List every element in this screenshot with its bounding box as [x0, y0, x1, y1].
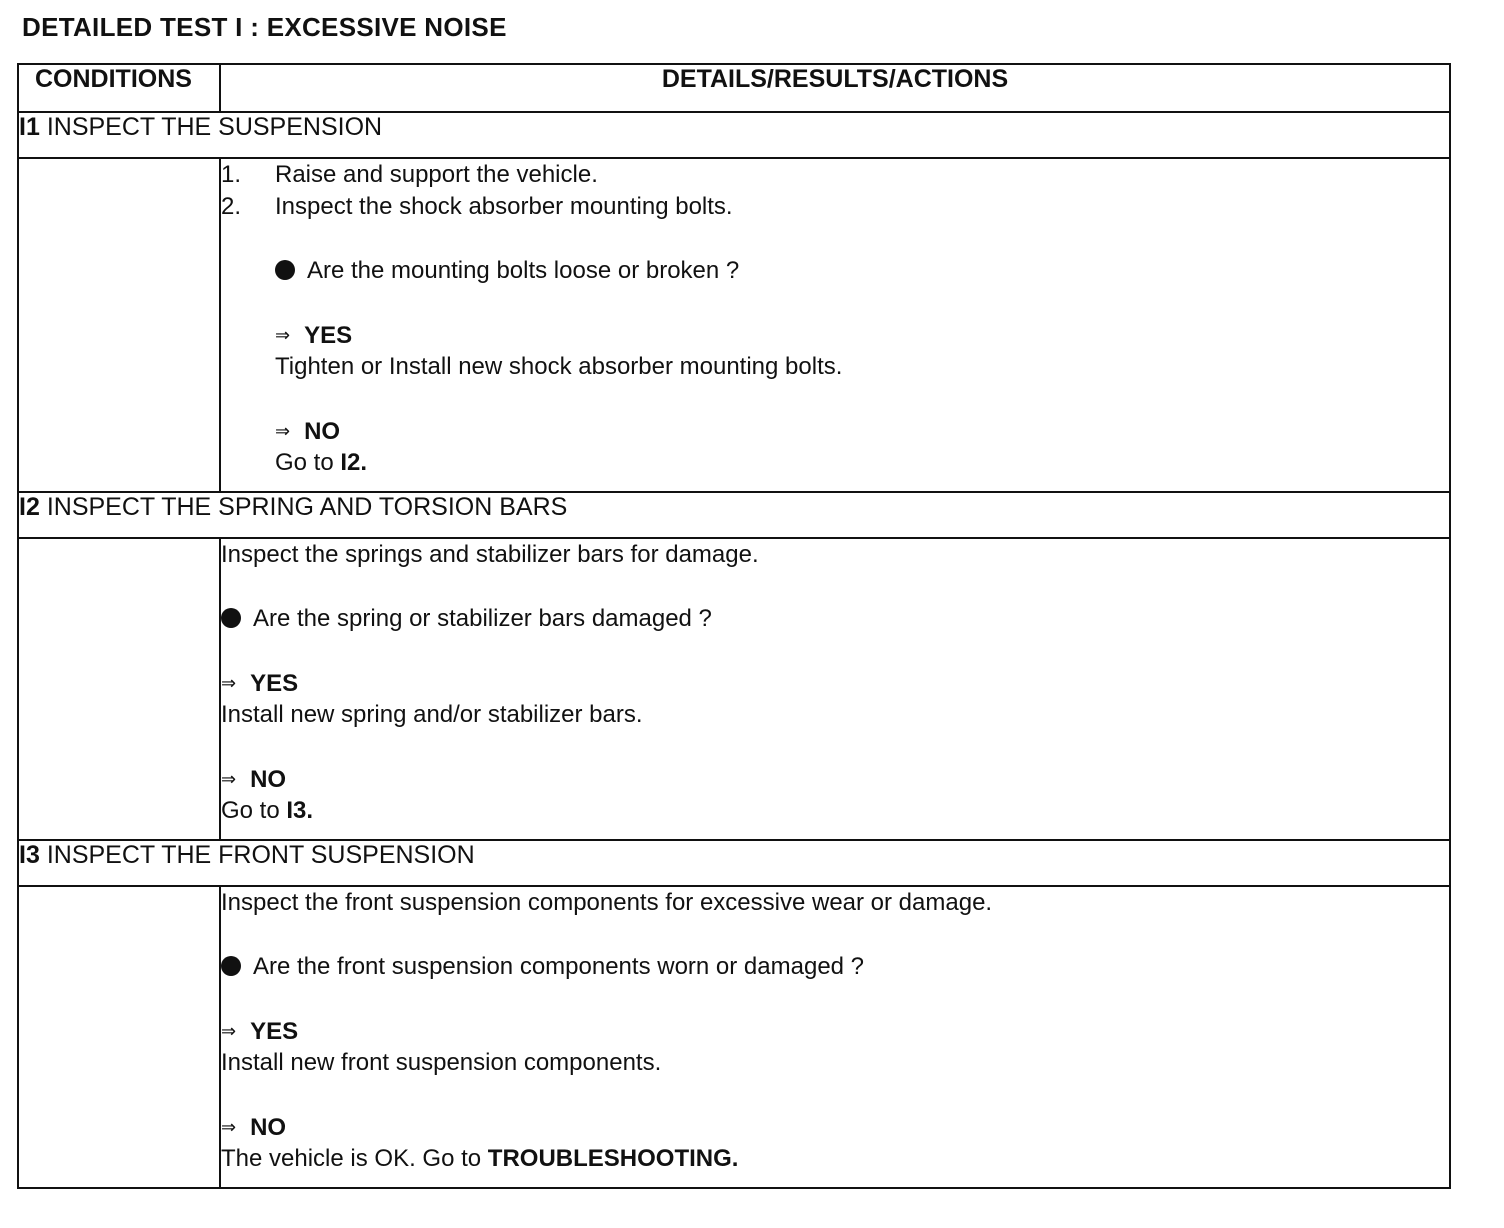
step-body-row	[18, 158, 1450, 492]
page-title: DETAILED TEST I : EXCESSIVE NOISE	[22, 12, 507, 42]
no-action	[221, 795, 1449, 827]
bullet-icon	[221, 956, 241, 976]
no-label-line	[221, 415, 1449, 447]
no-action-prefix: Go to	[275, 449, 341, 476]
no-label: NO	[250, 1114, 287, 1141]
step-title-row	[18, 112, 1450, 158]
list-number: 1.	[221, 161, 242, 188]
conditions-cell	[18, 538, 220, 840]
step-code: I2	[19, 493, 40, 521]
yes-label-line	[221, 1015, 1449, 1047]
yes-action: Install new front suspension components.	[221, 1049, 662, 1076]
details-cell-i2	[220, 538, 1450, 840]
bullet-icon	[275, 260, 295, 280]
list-text: Inspect the shock absorber mounting bolts.	[275, 193, 733, 220]
step-title-text: INSPECT THE SUSPENSION	[46, 113, 383, 141]
yes-label: YES	[250, 670, 299, 697]
bullet-icon	[221, 608, 241, 628]
arrow-right-icon: ⇒	[275, 421, 291, 441]
list-item	[221, 159, 1449, 191]
intro-text: Inspect the front suspension components for excessive wear or damage.	[221, 889, 993, 916]
no-action-prefix: The vehicle is OK. Go to	[221, 1145, 488, 1172]
no-label: NO	[304, 418, 341, 445]
detailed-test-table	[17, 63, 1451, 1189]
step-title-i1	[18, 112, 1450, 158]
arrow-right-icon: ⇒	[221, 1021, 237, 1041]
conditions-header: CONDITIONS	[18, 64, 220, 112]
no-action	[221, 1143, 1449, 1175]
no-label: NO	[250, 766, 287, 793]
step-title-row	[18, 840, 1450, 886]
question	[221, 255, 1449, 287]
yes-action: Tighten or Install new shock absorber mounting bolts.	[275, 353, 843, 380]
no-action-prefix: Go to	[221, 797, 287, 824]
arrow-right-icon: ⇒	[275, 325, 291, 345]
step-title-text: INSPECT THE SPRING AND TORSION BARS	[46, 493, 568, 521]
details-header: DETAILS/RESULTS/ACTIONS	[220, 64, 1450, 112]
arrow-right-icon: ⇒	[221, 673, 237, 693]
question-text: Are the front suspension components worn or damaged ?	[253, 953, 865, 980]
yes-label-line	[221, 319, 1449, 351]
step-body-row	[18, 886, 1450, 1188]
step-body-row	[18, 538, 1450, 840]
no-label-line	[221, 763, 1449, 795]
list-number: 2.	[221, 193, 242, 220]
arrow-right-icon: ⇒	[221, 769, 237, 789]
intro-text: Inspect the springs and stabilizer bars for damage.	[221, 541, 759, 568]
step-title-i2	[18, 492, 1450, 538]
yes-label-line	[221, 667, 1449, 699]
conditions-cell	[18, 158, 220, 492]
yes-action: Install new spring and/or stabilizer bars.	[221, 701, 643, 728]
no-label-line	[221, 1111, 1449, 1143]
question-text: Are the mounting bolts loose or broken ?	[307, 257, 740, 284]
step-title-text: INSPECT THE FRONT SUSPENSION	[46, 841, 475, 869]
arrow-right-icon: ⇒	[221, 1117, 237, 1137]
step-title-row	[18, 492, 1450, 538]
table-header-row	[18, 64, 1450, 112]
step-title-i3	[18, 840, 1450, 886]
no-action-ref: I3.	[286, 797, 314, 824]
step-code: I1	[19, 113, 40, 141]
question	[221, 603, 1449, 635]
list-text: Raise and support the vehicle.	[275, 161, 598, 188]
details-cell-i1	[220, 158, 1450, 492]
no-action-ref: I2.	[340, 449, 368, 476]
yes-label: YES	[250, 1018, 299, 1045]
conditions-cell	[18, 886, 220, 1188]
list-item	[221, 191, 1449, 223]
no-action-ref: TROUBLESHOOTING.	[487, 1145, 739, 1172]
no-action	[221, 447, 1449, 479]
question	[221, 951, 1449, 983]
question-text: Are the spring or stabilizer bars damaged ?	[253, 605, 712, 632]
step-code: I3	[19, 841, 40, 869]
yes-label: YES	[304, 322, 353, 349]
details-cell-i3	[220, 886, 1450, 1188]
